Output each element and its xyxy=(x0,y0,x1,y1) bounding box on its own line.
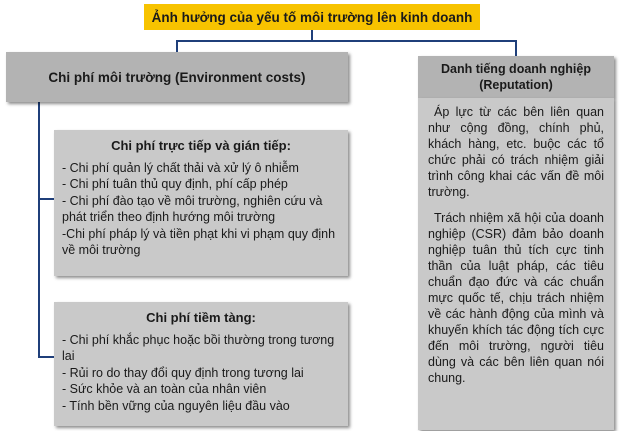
connector-horizontal xyxy=(176,40,517,42)
connector-left-vertical xyxy=(38,102,40,358)
direct-cost-item: - Chi phí tuân thủ quy định, phí cấp phép xyxy=(62,177,288,191)
potential-costs-title: Chi phí tiềm tàng: xyxy=(146,310,256,325)
reputation-paragraph: Trách nhiệm xã hội của doanh nghiệp (CSR) đảm bảo doanh nghiệp tuân thủ tích cực tinh thần của luật pháp, các tiêu chuẩn đạo đức và các chuẩn mực quốc tế, chịu trách nhiệm về các hành động của mình và khuyến khích tác động tích cực đến môi trường, người tiêu dùng và các bên liên quan nói chung. xyxy=(428,211,604,385)
connector-left-down xyxy=(176,40,178,52)
reputation-header-line2: (Reputation) xyxy=(479,78,553,92)
direct-cost-item: - Chi phí đào tạo về môi trường, nghiên cứu và phát triển theo định hướng môi trường xyxy=(62,193,323,224)
reputation-paragraph: Áp lực từ các bên liên quan như cộng đồng, chính phủ, khách hàng, etc. buộc các tổ chức phải có trách nhiệm giải trình công khai các vấn đề môi trường. xyxy=(428,105,604,199)
direct-costs-title: Chi phí trực tiếp và gián tiếp: xyxy=(111,138,291,153)
connector-right-down xyxy=(515,40,517,56)
potential-cost-item: - Chi phí khắc phục hoặc bồi thường trong tương lai xyxy=(62,332,335,363)
reputation-header-line1: Danh tiếng doanh nghiệp xyxy=(441,62,591,76)
direct-costs-box xyxy=(54,130,348,276)
environment-costs-header-text: Chi phí môi trường (Environment costs) xyxy=(48,69,306,85)
potential-cost-item: - Tính bền vững của nguyên liệu đầu vào xyxy=(62,398,290,413)
reputation-header xyxy=(418,56,614,98)
potential-cost-item: - Sức khỏe và an toàn của nhân viên xyxy=(62,382,267,396)
environment-costs-header xyxy=(6,52,348,102)
direct-cost-item: -Chi phí pháp lý và tiền phạt khi vi phạm quy định về môi trường xyxy=(62,226,336,257)
potential-cost-item: - Rủi ro do thay đổi quy định trong tương lai xyxy=(62,365,304,380)
connector-to-direct-costs xyxy=(38,198,54,200)
direct-cost-item: - Chi phí quản lý chất thải và xử lý ô nhiễm xyxy=(62,160,299,175)
connector-to-potential-costs xyxy=(38,356,54,358)
diagram-title xyxy=(144,4,480,30)
reputation-body xyxy=(418,98,614,430)
diagram-title-text: Ảnh hưởng của yếu tố môi trường lên kinh doanh xyxy=(151,9,473,25)
potential-costs-box xyxy=(54,302,348,426)
